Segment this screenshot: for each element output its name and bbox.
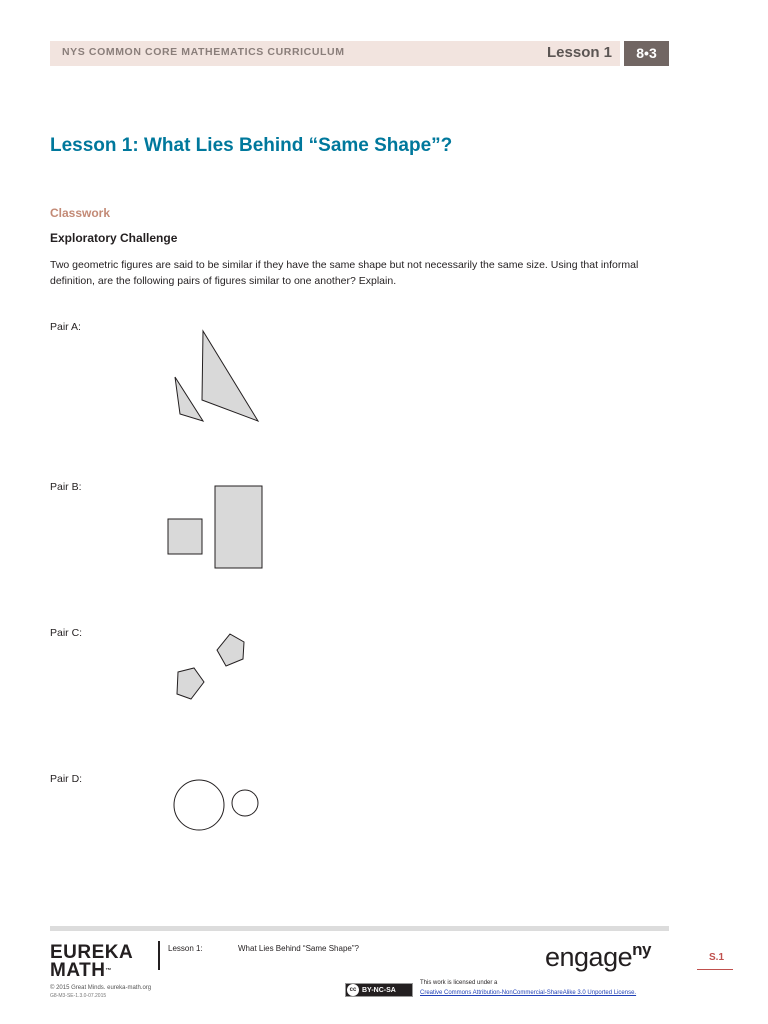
challenge-paragraph: Two geometric figures are said to be similar if they have the same shape but not necessarily the same size. Using that informal definition, are the following pairs of figures similar to one another? Explain.: [50, 259, 639, 287]
copyright-text: © 2015 Great Minds. eureka-math.org: [50, 985, 152, 991]
license-intro: This work is licensed under a: [420, 980, 498, 986]
license-link[interactable]: Creative Commons Attribution-NonCommercial-ShareAlike 3.0 Unported License.: [420, 990, 637, 996]
page-number-rule: [697, 969, 733, 970]
lesson-label: Lesson 1: [547, 44, 613, 61]
pair-a-figure: [175, 331, 258, 421]
logo-tm: ™: [105, 968, 112, 974]
document-code: G8-M3-SE-1.3.0-07.2015: [50, 993, 107, 999]
cc-badge-text: BY-NC-SA: [362, 987, 396, 994]
large-circle: [174, 780, 224, 830]
cc-icon: cc: [347, 984, 359, 996]
footer-lesson-label: Lesson 1:: [168, 944, 203, 953]
engageny-logo: [545, 942, 651, 973]
eureka-math-logo: [50, 944, 133, 980]
page-title: Lesson 1: What Lies Behind “Same Shape”?: [50, 135, 453, 156]
pair-b-figure: [168, 486, 262, 568]
page-number: S.1: [709, 952, 725, 963]
curriculum-label: NYS COMMON CORE MATHEMATICS CURRICULUM: [62, 46, 345, 58]
engage-ny-text: ny: [632, 940, 651, 959]
footer-lesson-title: What Lies Behind “Same Shape”?: [238, 944, 359, 953]
logo-line-1: EUREKA: [50, 942, 134, 963]
pair-c-figure: [177, 634, 244, 699]
engage-text: engage: [545, 942, 633, 972]
grade-module-badge: 8•3: [624, 41, 669, 66]
footer-rule: [50, 926, 669, 931]
upper-pentagon: [217, 634, 244, 666]
pair-c-label: Pair C:: [50, 627, 83, 639]
large-rectangle: [215, 486, 262, 568]
small-triangle: [175, 377, 203, 421]
logo-line-2-text: MATH: [50, 960, 106, 981]
exploratory-challenge-heading: Exploratory Challenge: [50, 231, 178, 245]
pair-a-label: Pair A:: [50, 321, 81, 333]
lower-pentagon: [177, 668, 204, 699]
logo-line-2: [50, 962, 133, 980]
footer-divider: [158, 941, 160, 970]
small-rectangle: [168, 519, 202, 554]
pair-b-label: Pair B:: [50, 481, 82, 493]
small-circle: [232, 790, 258, 816]
classwork-heading: Classwork: [50, 206, 111, 220]
creative-commons-badge[interactable]: [345, 983, 413, 997]
pair-d-label: Pair D:: [50, 773, 83, 785]
pair-d-figure: [174, 780, 258, 830]
large-triangle: [202, 331, 258, 421]
